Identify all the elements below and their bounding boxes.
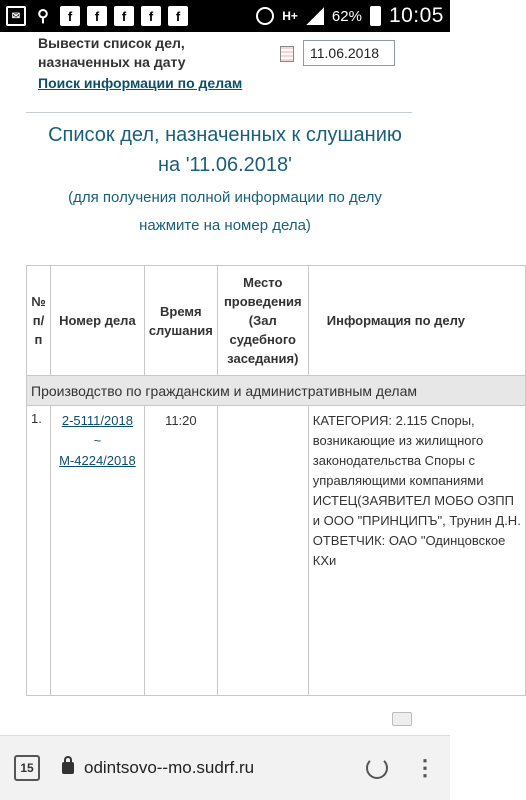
case-search-link[interactable]: Поиск информации по делам xyxy=(38,75,243,91)
header-time: Время слушания xyxy=(144,266,217,376)
calendar-icon[interactable] xyxy=(280,46,294,62)
battery-percent: 62% xyxy=(331,7,362,25)
facebook-icon: f xyxy=(87,6,107,26)
row-place xyxy=(217,406,308,696)
table-row xyxy=(27,406,526,696)
clock: 10:05 xyxy=(388,4,444,27)
browser-toolbar xyxy=(0,735,450,800)
facebook-icon: f xyxy=(168,6,188,26)
row-info: КАТЕГОРИЯ: 2.115 Споры, возникающие из жилищного законодательства Споры с управляющими компаниями ИСТЕЦ(ЗАЯВИТЕЛ МОБО ОЗПП и ООО "ПРИНЦИПЪ", Трунин Д.Н. ОТВЕТЧИК: ОАО "Одинцовское КХи xyxy=(308,406,525,696)
cases-table xyxy=(26,265,526,696)
facebook-icon: f xyxy=(141,6,161,26)
facebook-icon: f xyxy=(60,6,80,26)
menu-icon[interactable]: ⋮ xyxy=(414,755,436,780)
facebook-icon: f xyxy=(114,6,134,26)
row-time: 11:20 xyxy=(144,406,217,696)
row-case-number xyxy=(50,406,144,696)
header-case-number: Номер дела xyxy=(50,266,144,376)
header-place: Место проведения (Зал судебного заседания) xyxy=(217,266,308,376)
divider xyxy=(26,112,412,113)
date-input[interactable] xyxy=(303,40,395,66)
date-search-label: Вывести список дел, назначенных на дату xyxy=(38,35,186,70)
address-bar[interactable]: odintsovo--mo.sudrf.ru xyxy=(84,758,255,777)
reload-icon[interactable] xyxy=(366,757,388,779)
lock-icon xyxy=(62,762,74,774)
date-search xyxy=(38,34,438,91)
status-bar xyxy=(0,0,450,32)
signal-icon xyxy=(306,7,324,25)
tabs-button[interactable]: 15 xyxy=(14,755,40,781)
case-number-link[interactable]: 2-5111/2018 xyxy=(61,413,133,428)
section-row xyxy=(27,376,526,406)
page-title xyxy=(0,120,450,180)
battery-icon xyxy=(370,6,381,26)
alarm-icon xyxy=(256,7,274,25)
section-title: Производство по гражданским и административным делам xyxy=(27,376,526,406)
page-subtitle-line1: (для получения полной информации по делу xyxy=(68,189,382,206)
header-info: Информация по делу xyxy=(308,266,525,376)
page-title-line2: на '11.06.2018' xyxy=(158,154,292,176)
usb-icon: ⚲ xyxy=(33,6,53,26)
header-num: № п/п xyxy=(27,266,51,376)
case-separator: ~ xyxy=(93,433,102,448)
messages-icon: ✉ xyxy=(6,6,26,26)
table-header-row xyxy=(27,266,526,376)
page-title-line1: Список дел, назначенных к слушанию xyxy=(48,124,402,146)
network-type: H+ xyxy=(282,8,298,23)
page-content xyxy=(0,32,521,735)
page-subtitle xyxy=(0,184,450,240)
row-num: 1. xyxy=(27,406,51,696)
material-number-link[interactable]: М-4224/2018 xyxy=(59,453,136,468)
print-icon[interactable] xyxy=(392,712,412,726)
page-subtitle-line2: нажмите на номер дела) xyxy=(139,217,311,234)
